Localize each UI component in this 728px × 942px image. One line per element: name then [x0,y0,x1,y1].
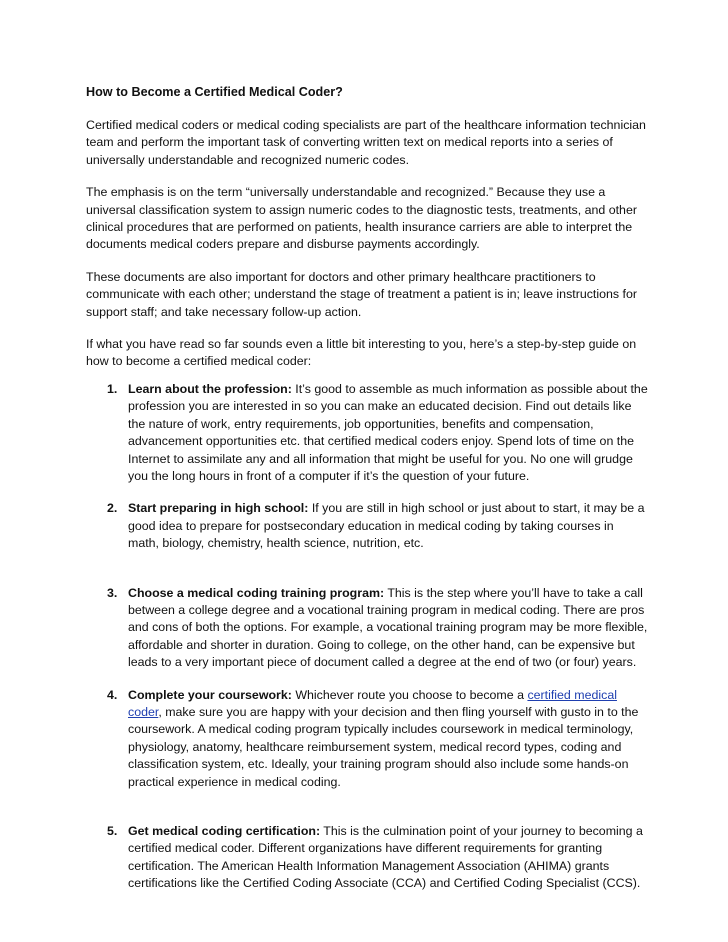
step-text: , make sure you are happy with your decision and then fling yourself with gusto in to the coursework. A medical coding program typically includes coursework in medical terminology, physiology, anatomy, healthcare reimbursement system, medical record types, coding and classification system, etc. Ideally, your training program should also include some hands-on practical experience in medical coding. [128,704,639,789]
documents-paragraph: These documents are also important for doctors and other primary healthcare practitioners to communicate with each other; understand the stage of treatment a patient is in; leave instructions for support staff; and take necessary follow-up action. [86,269,637,319]
step-number: 2. [107,501,118,516]
step-text: This is the step where you’ll have to take a call between a college degree and a vocational training program in medical coding. There are pros and cons of both the options. For example, a vocational training program may be more flexible, affordable and shorter in duration. Going to college, on the other hand, can be expensive but leads to a very important piece of document called a degree at the end of two (or four) years. [128,585,648,670]
step-number: 4. [107,687,118,702]
certified-medical-coder-link[interactable]: certified medical coder [128,687,617,719]
step-heading: Start preparing in high school: [128,501,309,516]
step-heading: Get medical coding certification: [128,824,321,838]
intro-paragraph: Certified medical coders or medical coding specialists are part of the healthcare information technician team and perform the important task of converting written text on medical reports into a series of universally understandable and recognized numeric codes. [86,118,646,167]
emphasis-paragraph: The emphasis is on the term “universally understandable and recognized.” Because they use a universal classification system to assign numeric codes to the diagnostic tests, treatments, and other clinical procedures that are performed on patients, health insurance carriers are able to interpret the documents medical coders prepare and disburse payments accordingly. [86,185,637,252]
list-item [86,500,648,552]
steps-list [86,381,648,893]
list-item [86,585,648,672]
list-item [86,687,648,791]
step-heading: Learn about the profession: [128,381,292,396]
list-item [86,381,648,485]
step-text: This is the culmination point of your journey to becoming a certified medical coder. Different organizations have different requirements for granting certification. The American Health Information Management Association (AHIMA) grants certifications like the Certified Coding Associate (CCA) and Certified Coding Specialist (CCS). [128,824,643,891]
step-text: It’s good to assemble as much information as possible about the profession you are interested in so you can make an educated decision. Find out details like the nature of work, entry requirements, job opportunities, benefits and compensation, advancement opportunities etc. that certified medical coders enjoy. Spend lots of time on the Internet to assimilate any and all information that might be useful for you. No one will grudge you the long hours in front of a computer if it’s the question of your future. [128,381,648,483]
step-heading: Complete your coursework: [128,687,292,702]
document-body [86,84,648,893]
list-item [86,823,648,893]
step-number: 5. [107,824,118,838]
step-text: If you are still in high school or just about to start, it may be a good idea to prepare for postsecondary education in medical coding by taking courses in math, biology, chemistry, health science, nutrition, etc. [128,501,645,551]
document-title: How to Become a Certified Medical Coder? [86,85,343,99]
step-number: 3. [107,585,118,600]
step-text: Whichever route you choose to become a [291,687,528,702]
step-heading: Choose a medical coding training program: [128,585,385,600]
guide-intro-paragraph: If what you have read so far sounds even a little bit interesting to you, here’s a step-by-step guide on how to become a certified medical coder: [86,337,637,369]
step-number: 1. [107,381,118,396]
